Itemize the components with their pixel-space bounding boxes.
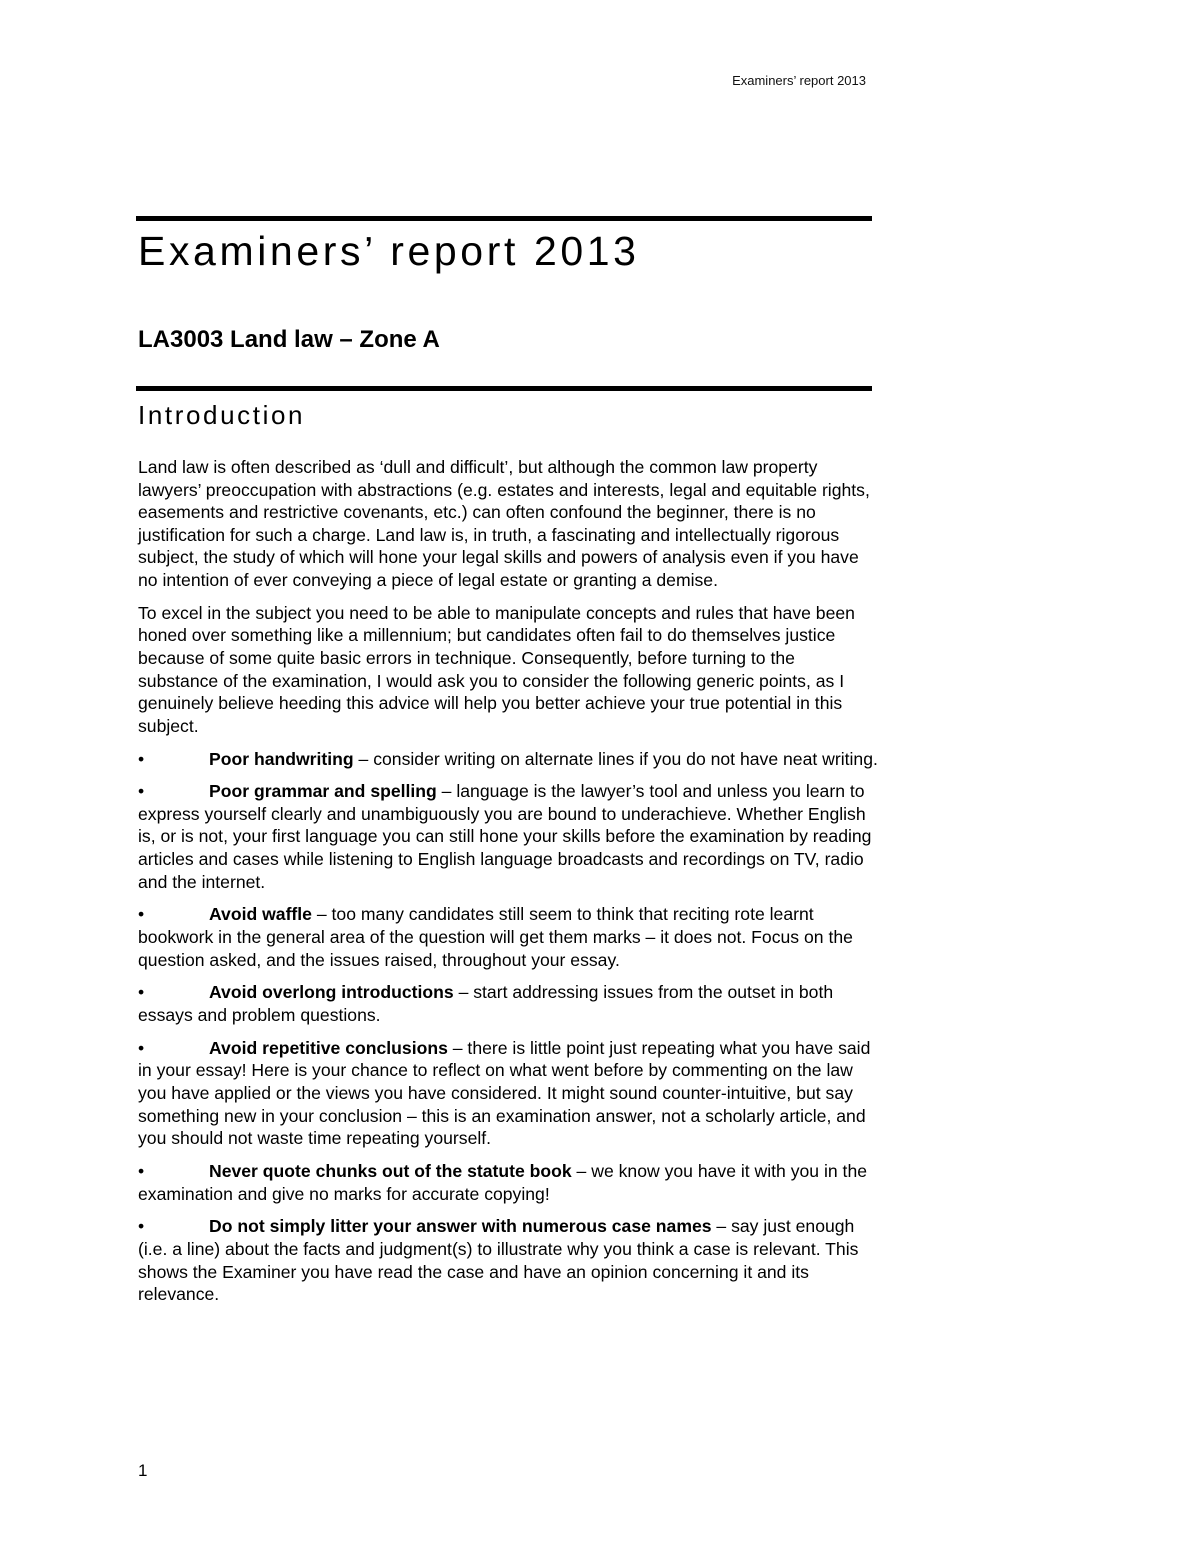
bullet-text: – language is the lawyer’s tool and unless you learn to express yourself clearly and unambiguously you are bound to underachieve. Whether English is, or is not, your first language you can still hone your skills before the examination by reading articles and cases while listening to English language broadcasts and recordings on TV, radio and the internet.	[138, 781, 872, 892]
bullet-lead: Avoid overlong introductions	[209, 982, 454, 1003]
bullet-marker: •	[138, 1037, 145, 1058]
bullet-item	[138, 981, 878, 1026]
title-rule-top	[136, 216, 872, 221]
bullet-item	[138, 780, 878, 893]
bullet-lead: Poor handwriting	[209, 748, 354, 769]
paragraph: Land law is often described as ‘dull and difficult’, but although the common law property lawyers’ preoccupation with abstractions (e.g. estates and interests, legal and equitable rights, easements and restrictive covenants, etc.) can often confound the beginner, there is no justification for such a charge. Land law is, in truth, a fascinating and intellectually rigorous subject, the study of which will hone your legal skills and powers of analysis even if you have no intention of ever conveying a piece of legal estate or granting a demise.	[138, 457, 870, 590]
bullet-item	[138, 903, 878, 971]
bullet-item	[138, 1160, 878, 1205]
bullet-marker: •	[138, 1160, 145, 1181]
bullet-marker: •	[138, 748, 145, 769]
section-heading-introduction: Introduction	[138, 400, 306, 430]
bullet-lead: Avoid waffle	[209, 904, 312, 925]
paragraph: To excel in the subject you need to be able to manipulate concepts and rules that have been honed over something like a millennium; but candidates often fail to do themselves justice because of some quite basic errors in technique. Consequently, before turning to the substance of the examination, I would ask you to consider the following generic points, as I genuinely believe heeding this advice will help you better achieve your true potential in this subject.	[138, 602, 855, 736]
document-title: Examiners’ report 2013	[138, 228, 640, 274]
bullet-item	[138, 1215, 878, 1305]
title-rule-bottom	[136, 386, 872, 391]
bullet-text: – too many candidates still seem to think that reciting rote learnt bookwork in the general area of the question will get them marks – it does not. Focus on the question asked, and the issues raised, throughout your essay.	[138, 904, 853, 970]
bullet-text: – there is little point just repeating what you have said in your essay! Here is your chance to reflect on what went before by commenting on the law you have applied or the views you have considered. It might sound counter-intuitive, but say something new in your conclusion – this is an examination answer, not a scholarly article, and you should not waste time repeating yourself.	[138, 1037, 871, 1149]
bullet-marker: •	[138, 781, 145, 802]
bullet-text: – start addressing issues from the outset in both essays and problem questions.	[138, 982, 834, 1025]
bullet-marker: •	[138, 1216, 145, 1237]
bullet-item	[138, 1037, 878, 1150]
bullet-lead: Avoid repetitive conclusions	[209, 1037, 448, 1058]
bullet-lead: Do not simply litter your answer with numerous case names	[209, 1216, 712, 1237]
body-text	[138, 456, 878, 1316]
bullet-item	[138, 748, 878, 771]
bullet-lead: Poor grammar and spelling	[209, 781, 437, 802]
bullet-text: – say just enough (i.e. a line) about the facts and judgment(s) to illustrate why you think a case is relevant. This shows the Examiner you have read the case and have an opinion concerning it and its relevance.	[138, 1216, 859, 1305]
bullet-marker: •	[138, 904, 145, 925]
document-subtitle: LA3003 Land law – Zone A	[138, 326, 440, 353]
bullet-lead: Never quote chunks out of the statute book	[209, 1160, 572, 1181]
bullet-text: – we know you have it with you in the examination and give no marks for accurate copying!	[138, 1160, 868, 1204]
bullet-marker: •	[138, 982, 145, 1003]
page-number: 1	[138, 1461, 148, 1480]
running-header: Examiners’ report 2013	[732, 73, 866, 88]
bullet-text: – consider writing on alternate lines if you do not have neat writing.	[353, 748, 878, 769]
